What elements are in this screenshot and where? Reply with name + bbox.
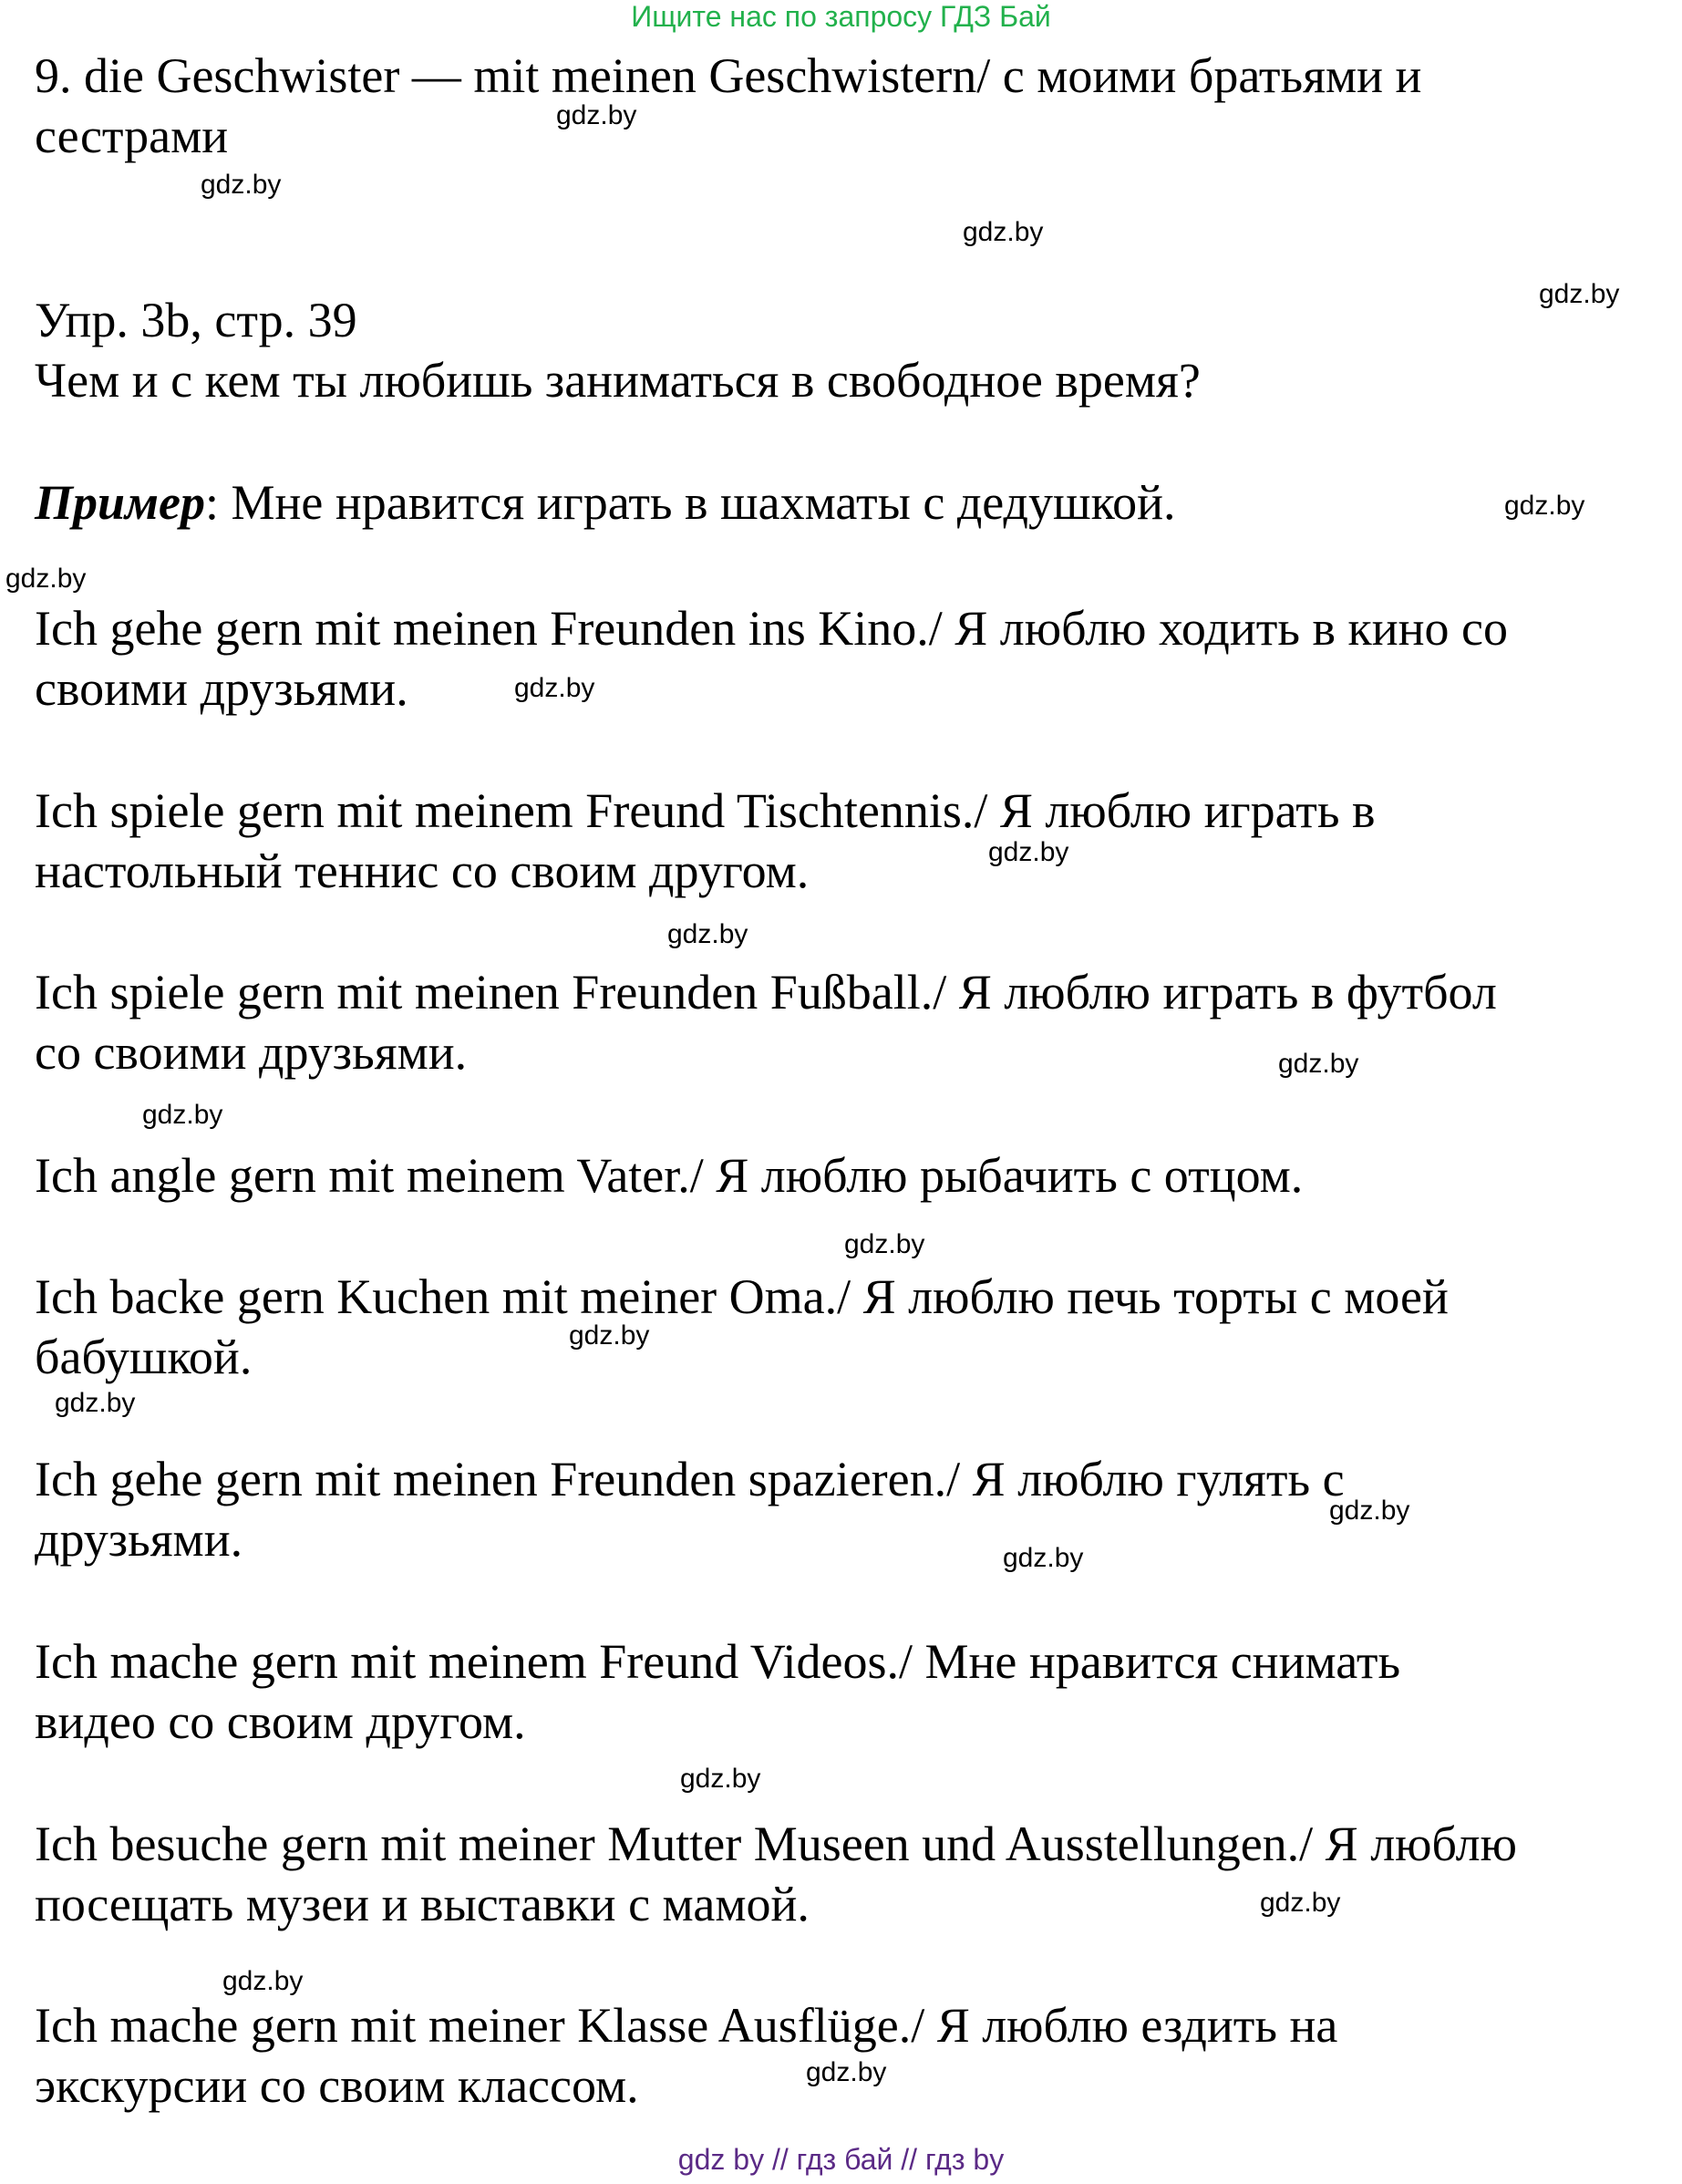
sentence-8-cont: посещать музеи и выставки с мамой. (35, 1877, 810, 1931)
sentence-2: Ich spiele gern mit meinem Freund Tischtennis./ Я люблю играть в (35, 783, 1376, 838)
sentence-4: Ich angle gern mit meinem Vater./ Я люблю рыбачить с отцом. (35, 1148, 1304, 1203)
watermark: gdz.by (55, 1388, 136, 1418)
watermark: gdz.by (1539, 279, 1620, 309)
sentence-1-cont: своими друзьями. (35, 661, 408, 716)
watermark: gdz.by (806, 2057, 887, 2087)
watermark: gdz.by (1278, 1049, 1359, 1079)
sentence-5: Ich backe gern Kuchen mit meiner Oma./ Я люблю печь торты с моей (35, 1269, 1449, 1324)
watermark: gdz.by (1504, 491, 1585, 521)
watermark: gdz.by (556, 100, 637, 130)
footer-links[interactable]: gdz by // гдз бай // гдз by (677, 2143, 1005, 2176)
watermark: gdz.by (667, 919, 748, 949)
answer-line-9: 9. die Geschwister — mit meinen Geschwistern/ с моими братьями и (35, 48, 1422, 103)
watermark: gdz.by (680, 1764, 761, 1794)
exercise-title: Упр. 3b, стр. 39 (35, 293, 357, 347)
watermark: gdz.by (1003, 1543, 1084, 1573)
watermark: gdz.by (222, 1966, 304, 1996)
sentence-6-cont: друзьями. (35, 1512, 243, 1567)
sentence-2-cont: настольный теннис со своим другом. (35, 844, 810, 898)
sentence-7-cont: видео со своим другом. (35, 1694, 526, 1749)
sentence-3: Ich spiele gern mit meinen Freunden Fußball./ Я люблю играть в футбол (35, 965, 1497, 1020)
sentence-6: Ich gehe gern mit meinen Freunden spazieren./ Я люблю гулять с (35, 1452, 1345, 1506)
watermark: gdz.by (1260, 1888, 1341, 1918)
watermark: gdz.by (201, 170, 282, 200)
sentence-8: Ich besuche gern mit meiner Mutter Museen und Ausstellungen./ Я люблю (35, 1817, 1517, 1871)
watermark: gdz.by (844, 1229, 925, 1259)
watermark: gdz.by (963, 217, 1044, 247)
watermark: gdz.by (142, 1100, 223, 1130)
sentence-3-cont: со своими друзьями. (35, 1025, 468, 1080)
watermark: gdz.by (514, 673, 595, 703)
example-text: : Мне нравится играть в шахматы с дедушкой. (205, 475, 1176, 530)
sentence-7: Ich mache gern mit meinem Freund Videos./ Мне нравится снимать (35, 1634, 1401, 1689)
watermark: gdz.by (988, 837, 1069, 867)
answer-line-9-cont: сестрами (35, 109, 229, 163)
example-line (35, 472, 1176, 533)
sentence-9: Ich mache gern mit meiner Klasse Ausflüge./ Я люблю ездить на (35, 1998, 1338, 2053)
watermark: gdz.by (1329, 1496, 1410, 1526)
sentence-5-cont: бабушкой. (35, 1330, 253, 1384)
watermark: gdz.by (5, 564, 87, 594)
sentence-1: Ich gehe gern mit meinen Freunden ins Kino./ Я люблю ходить в кино со (35, 601, 1508, 656)
sentence-9-cont: экскурсии со своим классом. (35, 2058, 639, 2113)
watermark: gdz.by (569, 1320, 650, 1351)
exercise-question: Чем и с кем ты любишь заниматься в свободное время? (35, 353, 1201, 408)
example-label: Пример (35, 475, 205, 530)
top-banner[interactable]: Ищите нас по запросу ГДЗ Бай (631, 0, 1051, 33)
